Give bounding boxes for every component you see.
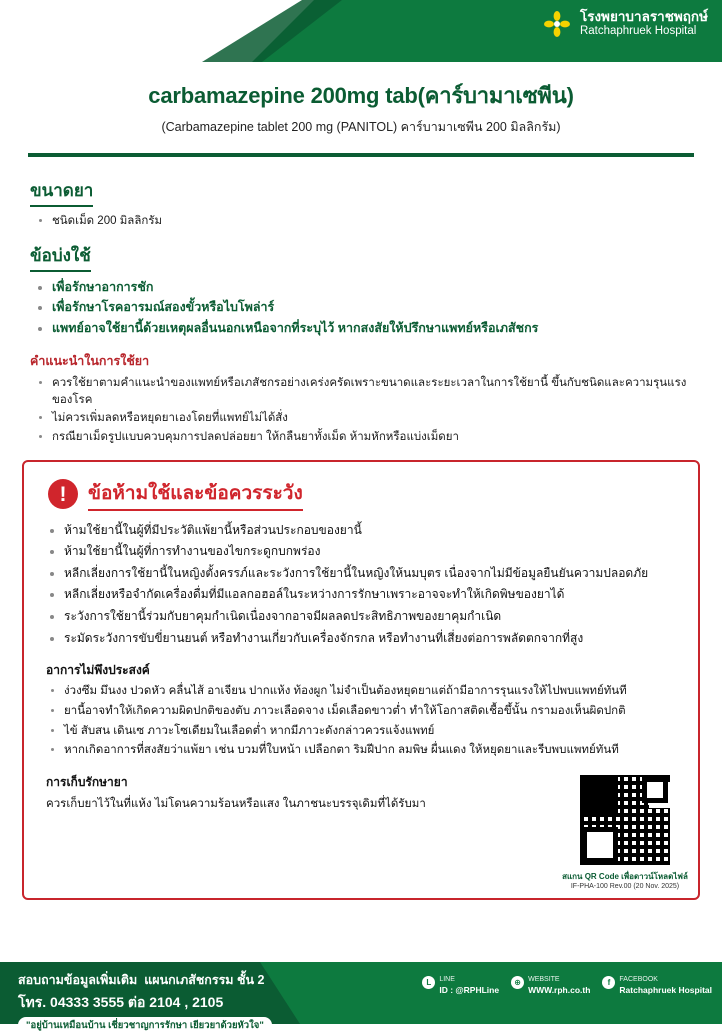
hospital-brand <box>542 9 708 39</box>
section-heading-indications: ข้อบ่งใช้ <box>30 242 91 272</box>
globe-icon: ⊕ <box>511 976 524 989</box>
list-item: • ไข้ สับสน เดินเซ ภาวะโซเดียมในเลือดต่ำ หากมีภาวะดังกล่าวควรแจ้งแพทย์ <box>64 723 680 740</box>
warnings-header <box>48 478 680 511</box>
qr-caption: สแกน QR Code เพื่อดาวน์โหลดไฟล์ <box>562 872 688 882</box>
facebook-icon: f <box>602 976 615 989</box>
exclamation-icon: ! <box>48 479 78 509</box>
footer-phone: โทร. 04333 3555 ต่อ 2104 , 2105 <box>18 994 224 1010</box>
indications-list <box>30 278 692 338</box>
page-footer <box>0 962 722 1031</box>
dosage-list <box>30 213 692 230</box>
page-header <box>0 0 722 62</box>
footer-line-value: ID : @RPHLine <box>439 984 500 995</box>
warnings-box <box>22 460 700 900</box>
list-item: • ชนิดเม็ด 200 มิลลิกรัม <box>52 213 692 230</box>
list-item: • ยานี้อาจทำให้เกิดความผิดปกติของตับ ภาวะเลือดจาง เม็ดเลือดขาวต่ำ ทำให้โอกาสติดเชื้อขึ้นั้น กรามองเห็นผิดปกติ <box>64 703 680 720</box>
section-heading-dosage: ขนาดยา <box>30 177 93 207</box>
line-icon: L <box>422 976 435 989</box>
document-body <box>0 157 722 446</box>
list-item: • ห้ามใช้ยานี้ในผู้ที่มีประวัติแพ้ยานี้หรือส่วนประกอบของยานี้ <box>64 521 680 540</box>
footer-line-contact[interactable] <box>422 976 499 995</box>
footer-website-contact[interactable] <box>511 976 590 995</box>
adverse-effects-list <box>42 683 680 759</box>
storage-text: ควรเก็บยาไว้ในที่แห้ง ไม่โดนความร้อนหรือแสง ในภาชนะบรรจุเดิมที่ได้รับมา <box>46 797 426 810</box>
drug-title-block <box>0 62 722 143</box>
footer-facebook-contact[interactable] <box>602 976 712 995</box>
warnings-list <box>42 521 680 648</box>
section-heading-adverse: อาการไม่พึงประสงค์ <box>46 663 150 678</box>
section-heading-storage: การเก็บรักษายา <box>46 774 128 789</box>
footer-social-links <box>422 976 712 995</box>
footer-department: แผนกเภสัชกรรม ชั้น 2 <box>144 973 265 987</box>
qr-corner-icon <box>642 777 668 803</box>
list-item: • กรณียาเม็ดรูปแบบควบคุมการปลดปล่อยยา ให้กลืนยาทั้งเม็ด ห้ามหักหรือแบ่งเม็ดยา <box>52 429 692 446</box>
warnings-title: ข้อห้ามใช้และข้อควรระวัง <box>88 478 303 511</box>
list-item: • หลีกเลี่ยงหรือจำกัดเครื่องดื่มที่มีแอลกอฮอล์ในระหว่างการรักษาเพราะอาจจะทำให้เกิดพิษของยาได้ <box>64 585 680 604</box>
footer-enquiry-label: สอบถามข้อมูลเพิ่มเติม <box>18 973 138 987</box>
section-heading-usage-advice: คำแนะนำในการใช้ยา <box>30 353 150 368</box>
list-item: • ห้ามใช้ยานี้ในผู้ที่การทำงานของไขกระดูกบกพร่อง <box>64 542 680 561</box>
footer-facebook-value: Ratchaphruek Hospital <box>619 984 712 995</box>
list-item: • แพทย์อาจใช้ยานี้ด้วยเหตุผลอื่นนอกเหนือจากที่ระบุไว้ หากสงสัยให้ปรึกษาแพทย์หรือเภสัชกร <box>52 319 692 338</box>
footer-website-label: WEBSITE <box>528 976 560 983</box>
footer-website-value: WWW.rph.co.th <box>528 984 591 995</box>
page-subtitle: (Carbamazepine tablet 200 mg (PANITOL) คาร์บามาเซพีน 200 มิลลิกรัม) <box>161 120 561 134</box>
list-item: • ไม่ควรเพิ่มลดหรือหยุดยาเองโดยที่แพทย์ไม่ได้สั่ง <box>52 410 692 427</box>
footer-contact-block <box>18 970 272 1034</box>
list-item: • ควรใช้ยาตามคำแนะนำของแพทย์หรือเภสัชกรอย่างเคร่งครัดเพราะขนาดและระยะเวลาในการใช้ยานี้ ขึ้นกับชนิดและความรุนแรงของโรค <box>52 375 692 408</box>
list-item: • ระวังการใช้ยานี้ร่วมกับยาคุมกำเนิดเนื่องจากอาจมีผลลดประสิทธิภาพของยาคุมกำเนิด <box>64 607 680 626</box>
footer-line-label: LINE <box>439 976 455 983</box>
list-item: • เพื่อรักษาอาการชัก <box>52 278 692 297</box>
hospital-name-en: Ratchaphruek Hospital <box>579 24 697 37</box>
list-item: • หลีกเลี่ยงการใช้ยานี้ในหญิงตั้งครรภ์และระวังการใช้ยานี้ในหญิงให้นมบุตร เนื่องจากไม่มีข้อมูลยืนยันความปลอดภัย <box>64 564 680 583</box>
hospital-name-th: โรงพยาบาลราชพฤกษ์ <box>579 9 708 25</box>
page-title: carbamazepine 200mg tab(คาร์บามาเซพีน) <box>148 83 574 108</box>
list-item: • หากเกิดอาการที่สงสัยว่าแพ้ยา เช่น บวมที่ใบหน้า เปลือกตา ริมฝีปาก ลมพิษ ผื่นแดง ให้หยุดยาและรีบพบแพทย์ทันที <box>64 742 680 759</box>
footer-slogan: "อยู่บ้านเหมือนบ้าน เชี่ยวชาญการรักษา เยียวยาด้วยหัวใจ" <box>18 1017 272 1034</box>
qr-code-icon[interactable] <box>577 772 673 868</box>
footer-facebook-label: FACEBOOK <box>619 976 658 983</box>
qr-block <box>562 772 688 889</box>
list-item: • ระมัดระวังการขับขี่ยานยนต์ หรือทำงานเกี่ยวกับเครื่องจักรกล หรือทำงานที่เสี่ยงต่อการพลัดตกจากที่สูง <box>64 629 680 648</box>
list-item: • เพื่อรักษาโรคอารมณ์สองขั้วหรือไบโพล่าร์ <box>52 298 692 317</box>
flower-logo-icon <box>542 9 572 39</box>
usage-advice-list <box>30 375 692 446</box>
qr-revision: IF-PHA-100 Rev.00 (20 Nov. 2025) <box>570 882 680 890</box>
list-item: • ง่วงซึม มึนงง ปวดหัว คลื่นไส้ อาเจียน ปากแห้ง ท้องผูก ไม่จำเป็นต้องหยุดยาแต่ถ้ามีอาการรุนแรงให้ไปพบแพทย์ทันที <box>64 683 680 700</box>
